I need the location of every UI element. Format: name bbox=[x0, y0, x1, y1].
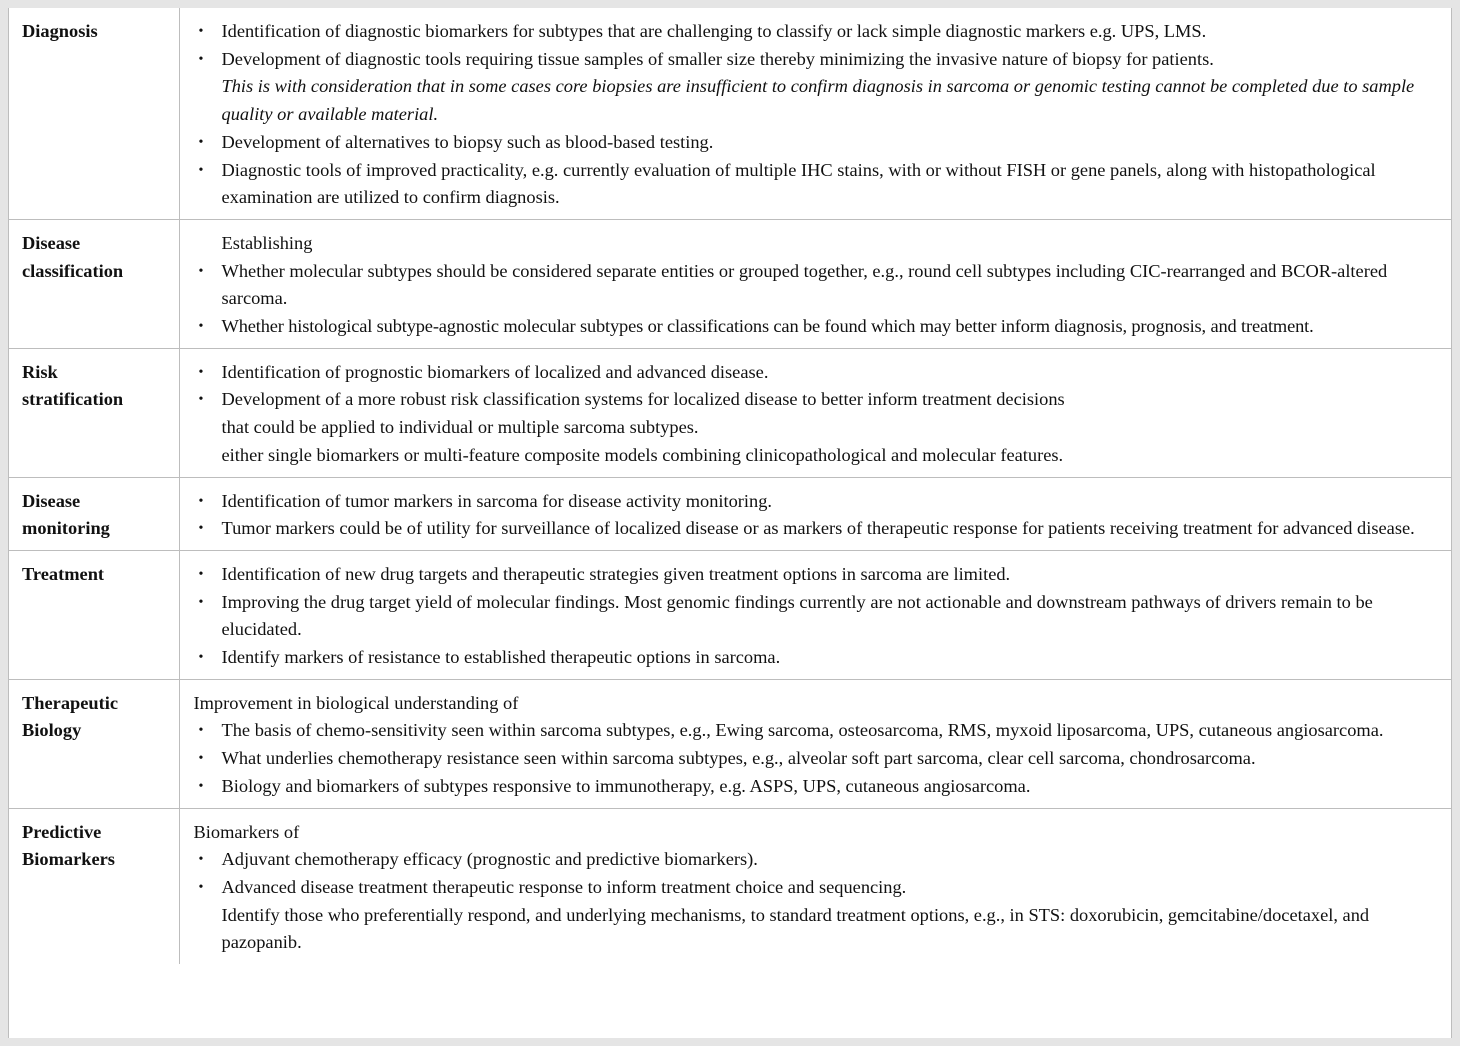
table-row bbox=[9, 219, 1451, 348]
list-item-text: Identification of new drug targets and therapeutic strategies given treatment options in sarcoma are limited. bbox=[221, 563, 1011, 584]
bullet-list bbox=[194, 717, 1448, 800]
bullet-icon: • bbox=[198, 263, 204, 279]
research-priorities-table bbox=[9, 8, 1451, 964]
category-label-line: stratification bbox=[22, 389, 124, 410]
list-item bbox=[194, 846, 1448, 874]
bullet-icon: • bbox=[198, 162, 204, 178]
list-item bbox=[194, 46, 1448, 129]
bullet-icon: • bbox=[198, 751, 204, 767]
bullet-icon: • bbox=[198, 51, 204, 67]
bullet-icon: • bbox=[198, 493, 204, 509]
category-label-line: Biology bbox=[22, 720, 82, 741]
category-label-line: Disease bbox=[22, 490, 81, 511]
list-item-text: Identification of prognostic biomarkers of localized and advanced disease. bbox=[221, 361, 769, 382]
category-label-line: Risk bbox=[22, 361, 58, 382]
list-item-text: Tumor markers could be of utility for surveillance of localized disease or as markers of therapeutic response for patients receiving treatment for advanced disease. bbox=[221, 518, 1415, 539]
table-body bbox=[9, 8, 1451, 964]
row-category-label bbox=[9, 8, 179, 219]
bullet-list bbox=[194, 359, 1448, 470]
category-label-line: classification bbox=[22, 260, 124, 281]
list-item bbox=[194, 773, 1448, 801]
list-item bbox=[194, 874, 1448, 957]
list-item-text: Development of diagnostic tools requiring tissue samples of smaller size thereby minimizing the invasive nature of biopsy for patients. bbox=[221, 48, 1214, 69]
list-item bbox=[194, 717, 1448, 745]
table-row bbox=[9, 679, 1451, 808]
row-category-label bbox=[9, 808, 179, 964]
category-label-line: Biomarkers bbox=[22, 849, 115, 870]
table-row bbox=[9, 550, 1451, 679]
row-content-cell bbox=[179, 348, 1451, 477]
row-category-label bbox=[9, 348, 179, 477]
list-item-text: Adjuvant chemotherapy efficacy (prognostic and predictive biomarkers). bbox=[221, 849, 758, 870]
table-row bbox=[9, 348, 1451, 477]
category-label-line: Treatment bbox=[22, 563, 105, 584]
list-item bbox=[194, 386, 1448, 469]
list-item-text: Diagnostic tools of improved practicality, e.g. currently evaluation of multiple IHC stains, with or without FISH or gene panels, along with histopathological examination are utilized to confirm diagnosis. bbox=[221, 159, 1376, 208]
list-item bbox=[194, 359, 1448, 387]
bullet-list bbox=[194, 18, 1448, 212]
row-intro-text: Biomarkers of bbox=[193, 821, 300, 842]
list-item-continuation: that could be applied to individual or multiple sarcoma subtypes. bbox=[221, 417, 699, 438]
table-row bbox=[9, 8, 1451, 219]
bullet-icon: • bbox=[198, 319, 204, 335]
list-item-text: Advanced disease treatment therapeutic response to inform treatment choice and sequencing. bbox=[221, 876, 907, 897]
bullet-icon: • bbox=[198, 650, 204, 666]
list-item-text: What underlies chemotherapy resistance seen within sarcoma subtypes, e.g., alveolar soft part sarcoma, clear cell sarcoma, chondrosarcoma. bbox=[221, 748, 1256, 769]
table-row bbox=[9, 808, 1451, 964]
category-label-line: Predictive bbox=[22, 821, 102, 842]
list-item bbox=[194, 515, 1448, 543]
bullet-icon: • bbox=[198, 364, 204, 380]
list-item-text: Identification of tumor markers in sarcoma for disease activity monitoring. bbox=[221, 490, 773, 511]
row-content-cell bbox=[179, 477, 1451, 550]
list-item-continuation: Identify those who preferentially respond, and underlying mechanisms, to standard treatment options, e.g., in STS: doxorubicin, gemcitabine/docetaxel, and pazopanib. bbox=[221, 904, 1370, 953]
bullet-icon: • bbox=[198, 24, 204, 39]
row-content-cell bbox=[179, 550, 1451, 679]
list-item bbox=[194, 18, 1448, 46]
list-item-text: Whether histological subtype-agnostic molecular subtypes or classifications can be found which may better inform diagnosis, prognosis, and treatment. bbox=[221, 316, 1314, 337]
bullet-list bbox=[194, 488, 1448, 543]
bullet-icon: • bbox=[198, 879, 204, 895]
bullet-icon: • bbox=[198, 852, 204, 868]
list-item-text: Improving the drug target yield of molecular findings. Most genomic findings currently are not actionable and downstream pathways of drivers remain to be elucidated. bbox=[221, 591, 1373, 640]
bullet-list bbox=[194, 561, 1448, 672]
bullet-icon: • bbox=[198, 134, 204, 150]
list-item bbox=[194, 313, 1448, 341]
row-category-label bbox=[9, 550, 179, 679]
bullet-icon: • bbox=[198, 566, 204, 582]
list-item bbox=[194, 644, 1448, 672]
row-content-cell bbox=[179, 219, 1451, 348]
list-item bbox=[194, 488, 1448, 516]
list-item bbox=[194, 589, 1448, 644]
list-item-text: Identify markers of resistance to established therapeutic options in sarcoma. bbox=[221, 647, 781, 668]
row-content-cell bbox=[179, 8, 1451, 219]
table-row bbox=[9, 477, 1451, 550]
list-item-text: Development of a more robust risk classification systems for localized disease to better inform treatment decisions bbox=[221, 389, 1065, 410]
bullet-list bbox=[194, 846, 1448, 957]
row-content-cell bbox=[179, 808, 1451, 964]
list-item-text: Identification of diagnostic biomarkers for subtypes that are challenging to classify or lack simple diagnostic markers e.g. UPS, LMS. bbox=[221, 21, 1207, 41]
list-item-text: Biology and biomarkers of subtypes responsive to immunotherapy, e.g. ASPS, UPS, cutaneous angiosarcoma. bbox=[221, 775, 1031, 796]
list-item-text: Development of alternatives to biopsy such as blood-based testing. bbox=[221, 131, 714, 152]
list-item bbox=[194, 561, 1448, 589]
list-item bbox=[194, 258, 1448, 313]
row-category-label bbox=[9, 219, 179, 348]
row-category-label bbox=[9, 679, 179, 808]
row-category-label bbox=[9, 477, 179, 550]
category-label-line: monitoring bbox=[22, 518, 110, 539]
bullet-icon: • bbox=[198, 521, 204, 537]
category-label-line: Disease bbox=[22, 232, 81, 253]
list-item bbox=[194, 129, 1448, 157]
list-item-continuation: This is with consideration that in some cases core biopsies are insufficient to confirm diagnosis in sarcoma or genomic testing cannot be completed due to sample quality or available material. bbox=[221, 76, 1415, 125]
research-priorities-table-frame bbox=[8, 8, 1452, 1038]
bullet-icon: • bbox=[198, 778, 204, 794]
bullet-icon: • bbox=[198, 392, 204, 408]
row-content-cell bbox=[179, 679, 1451, 808]
bullet-icon: • bbox=[198, 723, 204, 739]
bullet-list bbox=[194, 258, 1448, 341]
list-item-text: The basis of chemo-sensitivity seen within sarcoma subtypes, e.g., Ewing sarcoma, osteosarcoma, RMS, myxoid liposarcoma, UPS, cutaneous angiosarcoma. bbox=[221, 720, 1384, 741]
row-intro-text: Improvement in biological understanding of bbox=[193, 692, 519, 713]
list-item-text: Whether molecular subtypes should be considered separate entities or grouped together, e.g., round cell subtypes including CIC-rearranged and BCOR-altered sarcoma. bbox=[221, 260, 1388, 309]
bullet-icon: • bbox=[198, 594, 204, 610]
category-label-line: Diagnosis bbox=[22, 21, 98, 41]
list-item bbox=[194, 745, 1448, 773]
list-item bbox=[194, 157, 1448, 212]
list-item-continuation: either single biomarkers or multi-feature composite models combining clinicopathological and molecular features. bbox=[221, 444, 1064, 465]
row-intro-text: Establishing bbox=[221, 232, 313, 253]
category-label-line: Therapeutic bbox=[22, 692, 119, 713]
